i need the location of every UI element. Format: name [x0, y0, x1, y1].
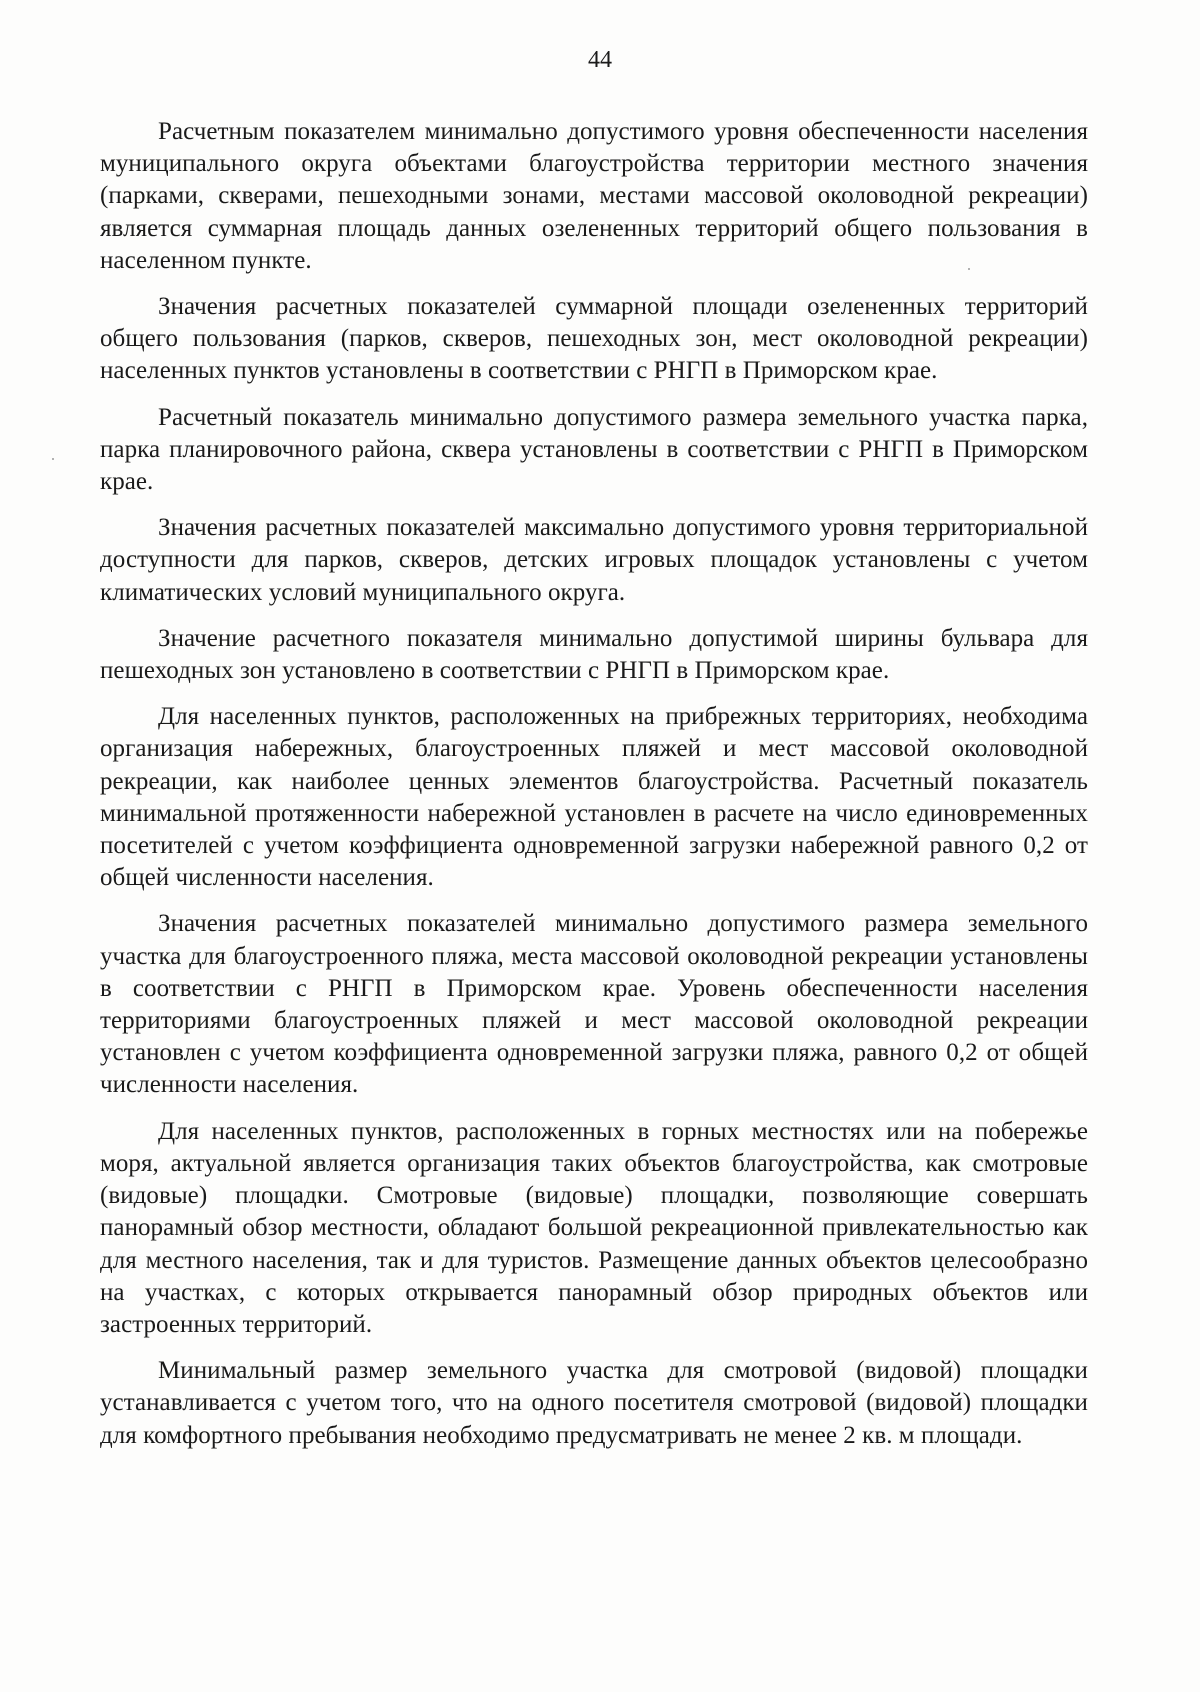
paragraph-1: Расчетным показателем минимально допустимого уровня обеспеченности населения муниципального округа объектами благоустройства территории местного значения (парками, скверами, пешеходными зонами, местами массовой околоводной рекреации) является суммарная площадь данных озелененных территорий общего пользования в населенном пункте. — [100, 118, 1088, 274]
paragraph-9: Минимальный размер земельного участка для смотровой (видовой) площадки устанавливается с учетом того, что на одного посетителя смотровой (видовой) площадки для комфортного пребывания необходимо предусматривать не менее 2 кв. м площади. — [100, 1357, 1088, 1449]
page-number: 44 — [588, 47, 612, 73]
scan-speck — [52, 458, 54, 460]
paragraph-5: Значение расчетного показателя минимально допустимой ширины бульвара для пешеходных зон установлено в соответствии с РНГП в Приморском крае. — [100, 624, 1088, 685]
paragraph-6: Для населенных пунктов, расположенных на прибрежных территориях, необходима организация набережных, благоустроенных пляжей и мест массовой околоводной рекреации, как наиболее ценных элементов благоустройства. Расчетный показатель минимальной протяженности набережной установлен в расчете на число единовременных посетителей с учетом коэффициента одновременной загрузки набережной равного 0,2 от общей численности населения. — [100, 703, 1088, 892]
paragraph-2: Значения расчетных показателей суммарной площади озелененных территорий общего пользования (парков, скверов, пешеходных зон, мест околоводной рекреации) населенных пунктов установлены в соответствии с РНГП в Приморском крае. — [100, 293, 1088, 385]
document-body — [100, 116, 1088, 1466]
paragraph-8: Для населенных пунктов, расположенных в горных местностях или на побережье моря, актуальной является организация таких объектов благоустройства, как смотровые (видовые) площадки. Смотровые (видовые) площадки, позволяющие совершать панорамный обзор местности, обладают большой рекреационной привлекательностью как для местного населения, так и для туристов. Размещение данных объектов целесообразно на участках, с которых открывается панорамный обзор природных объектов или застроенных территорий. — [100, 1117, 1088, 1338]
paragraph-4: Значения расчетных показателей максимально допустимого уровня территориальной доступности для парков, скверов, детских игровых площадок установлены с учетом климатических условий муниципального округа. — [100, 514, 1088, 606]
paragraph-7: Значения расчетных показателей минимально допустимого размера земельного участка для благоустроенного пляжа, места массовой околоводной рекреации установлены в соответствии с РНГП в Приморском крае. Уровень обеспеченности населения территориями благоустроенных пляжей и мест массовой околоводной рекреации установлен с учетом коэффициента одновременной загрузки пляжа, равного 0,2 от общей численности населения. — [100, 910, 1088, 1099]
scan-speck — [968, 268, 970, 270]
paragraph-3: Расчетный показатель минимально допустимого размера земельного участка парка, парка планировочного района, сквера установлены в соответствии с РНГП в Приморском крае. — [100, 403, 1088, 496]
